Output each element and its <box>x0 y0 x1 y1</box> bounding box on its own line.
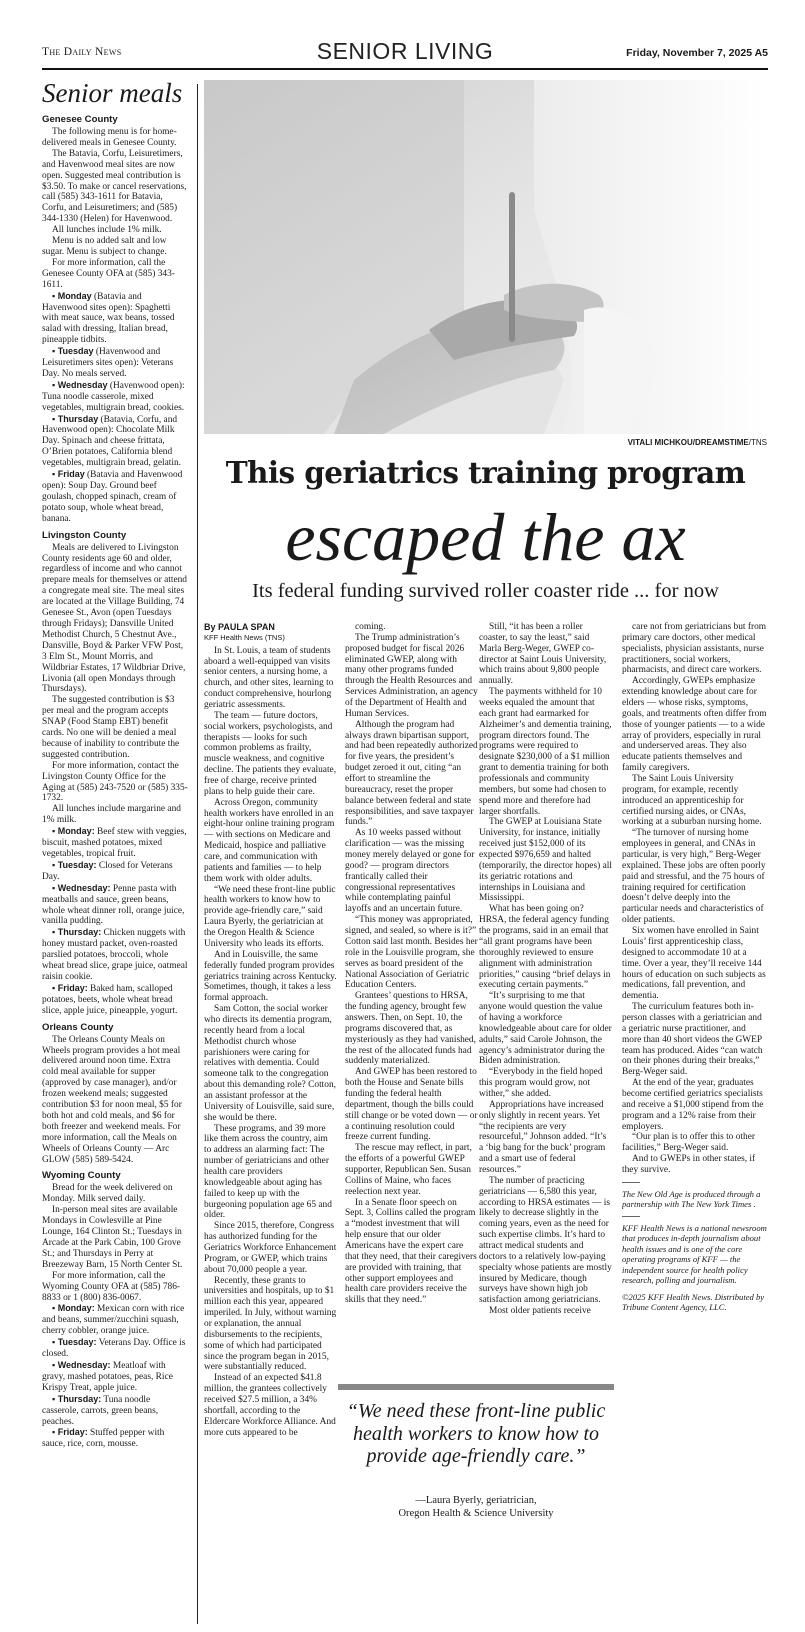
article-column-1 <box>204 622 337 1622</box>
article-paragraph: “We need these front-line public health workers to know how to provide age-friendly care,” said Laura Byerly, the geriatrician at the Oregon Health & Science University who leads its efforts. <box>204 884 336 949</box>
genesee-heading: Genesee County <box>42 114 118 125</box>
article-column-4 <box>622 622 767 1622</box>
menu-day-item: ▪ Tuesday (Havenwood and Leisuretimers sites open): Veterans Day. No meals served. <box>42 346 174 379</box>
sidebar-paragraph: Menu is no added salt and low sugar. Menu is subject to change. <box>42 236 167 257</box>
livingston-heading: Livingston County <box>42 529 127 541</box>
pull-quote-rule <box>338 1384 614 1390</box>
sidebar-paragraph: In-person meal sites are available Mondays in Cowlesville at Pine Lounge, 164 Clinton St.; Tuesdays in Arcade at the Park Cabin, 100 Grove St.; and Thursdays in Perry at Breezeway Barn, 15 North Center St. <box>42 1205 183 1270</box>
sidebar-paragraph: Bread for the week delivered on Monday. Milk served daily. <box>42 1183 173 1205</box>
article-paragraph: The GWEP at Louisiana State University, for instance, initially received just $152,000 of its expected $976,659 and halted (temporarily, the director hopes) all its geriatric rotations and internships in Louisiana and Mississippi. <box>479 817 612 904</box>
article-paragraph: Across Oregon, community health workers have enrolled in an eight-hour online training program — with sections on Medicare and Medicaid, hospice and palliative care, and communication with patients and families — to help them work with older adults. <box>204 797 335 884</box>
paper-name: The Daily News <box>42 46 122 58</box>
deck: Its federal funding survived roller coaster ride ... for now <box>252 580 719 602</box>
sidebar-paragraph: The following menu is for home-delivered meals in Genesee County. <box>42 127 177 148</box>
article-paragraph: Accordingly, GWEPs emphasize extending knowledge about care for elders — whose risks, symptoms, goals, and treatments often differ from those of younger patients — to a wide array of providers, especially in rural and underserved areas. They also educate patients themselves and family caregivers. <box>622 676 767 774</box>
article-paragraph: Since 2015, therefore, Congress has authorized funding for the Geriatrics Workforce Enhancement Program, or GWEP, which trains about 70,000 people a year. <box>204 1221 337 1275</box>
menu-day-item: ▪ Thursday: Tuna noodle casserole, carrots, green beans, peaches. <box>42 1393 159 1427</box>
menu-day-item: ▪ Friday: Stuffed pepper with sauce, rice, corn, mousse. <box>42 1427 165 1450</box>
article-paragraph: coming. <box>355 622 386 632</box>
note-copyright: ©2025 KFF Health News. Distributed by Tribune Content Agency, LLC. <box>622 1291 765 1313</box>
article-paragraph: And GWEP has been restored to both the House and Senate bills funding the federal health department, though the bills could still change or be voted down — or a continuing resolution could freeze current funding. <box>345 1067 478 1143</box>
article-paragraph: The number of practicing geriatricians — 6,580 this year, according to HRSA estimates — is likely to decrease slightly in the coming years, even as the need for such expertise climbs. It’s hard to attract medical students and doctors to a relatively low-paying specialty whose patients are mostly insured by Medicare, though surveys have shown high job satisfaction among geriatricians. <box>479 1175 612 1306</box>
sidebar-paragraph: For more information, call the Wyoming County OFA at (585) 786-8833 or 1 (800) 836-0067. <box>42 1270 181 1303</box>
article-paragraph: “Everybody in the field hoped this program would grow, not wither,” she added. <box>479 1067 603 1099</box>
sidebar-paragraph: The Orleans County Meals on Wheels program provides a hot meal delivered around noon time. Extra cold meal available for supper (approved by case manager), and/or frozen weekend meals; suggested contribution $3 for noon meal, $5 for both hot and cold meals, and $6 for both freezer and weekend meals. For more information, call the Meals on Wheels of Orleans County — Arc GLOW (585) 589-5424. <box>42 1034 182 1165</box>
menu-day-item: ▪ Friday (Batavia and Havenwood open): Soup Day. Ground beef goulash, chopped spinach, cream of potato soup, whole wheat bread, banana. <box>42 469 183 524</box>
article-paragraph: The Trump administration’s proposed budget for fiscal 2026 eliminated GWEP, along with many other programs funded through the Health Resources and Services Administration, an agency of the Department of Health and Human Services. <box>345 632 478 719</box>
article-paragraph: “The turnover of nursing home employees in general, and CNAs in particular, is very high,” Berg-Weger explained. These jobs are often poorly paid and stressful, and the 75 hours of training required for certification doesn’t delve deeply into the particular needs and characteristics of older patients. <box>622 828 766 926</box>
article-paragraph: “This money was appropriated, signed, and sealed, so where is it?” Cotton said last month. Besides her role in the Louisville program, she serves as board president of the National Association of Geriatric Education Centers. <box>345 915 478 991</box>
article-paragraph: “Our plan is to offer this to other facilities,” Berg-Weger said. <box>622 1132 755 1154</box>
article-paragraph: Instead of an expected $41.8 million, the grantees collectively received $27.5 million, a 34% shortfall, according to the Eldercare Workforce Alliance. And more cuts appeared to be <box>204 1373 336 1438</box>
menu-day-item: ▪ Wednesday: Meatloaf with gravy, mashed potatoes, peas, Rice Krispy Treat, apple juice. <box>42 1359 173 1393</box>
byline: By PAULA SPAN <box>204 622 275 632</box>
article-paragraph: Grantees’ questions to HRSA, the funding agency, brought few answers. Then, on Sept. 10, the programs discovered that, as mysteriously as they had vanished, the rest of the allocated funds had suddenly materialized. <box>345 991 476 1067</box>
menu-day-item: ▪ Monday: Beef stew with veggies, biscuit, mashed potatoes, mixed vegetables, tropical fruit. <box>42 826 187 859</box>
sidebar-paragraph: The Batavia, Corfu, Leisuretimers, and Havenwood meal sites are now open. Suggested meal contribution is $3.50. To make or cancel reservations, call (585) 343-1611 for Batavia, Corfu, and Leisuretimers; and (585) 344-1330 (Helen) for Havenwood. <box>42 148 187 225</box>
menu-day-item: ▪ Monday: Mexican corn with rice and beans, summer/zucchini squash, cherry cobbler, orange juice. <box>42 1303 185 1337</box>
pull-quote-attribution: —Laura Byerly, geriatrician, Oregon Health & Science University <box>398 1495 554 1519</box>
article-paragraph: As 10 weeks passed without clarification — was the missing money merely delayed or gone for good? — program directors frantically called their congressional representatives while contemplating painful layoffs and an uncertain future. <box>345 828 475 915</box>
article-paragraph: “It’s surprising to me that anyone would question the value of having a workforce knowledgeable about care for older adults,” said Carole Johnson, the agency’s administrator during the Biden administration. <box>479 991 612 1067</box>
livingston-section <box>42 543 188 1017</box>
byline-org: KFF Health News (TNS) <box>204 632 285 642</box>
orleans-section <box>42 1035 188 1166</box>
menu-day-item: ▪ Thursday: Chicken nuggets with honey mustard packet, oven-roasted parslied potatoes, broccoli, whole wheat bread slice, grape juice, oatmeal raisin cookie. <box>42 927 188 982</box>
sidebar-divider <box>197 84 198 1624</box>
sidebar-paragraph: All lunches include 1% milk. <box>52 225 162 236</box>
article-paragraph: The Saint Louis University program, for example, recently introduced an apprenticeship for certified nursing aides, or CNAs, working at a suburban nursing home. <box>622 774 762 828</box>
menu-day-item: ▪ Friday: Baked ham, scalloped potatoes, beets, whole wheat bread slice, apple juice, pineapple, yogurt. <box>42 982 178 1016</box>
note-rule <box>622 1216 640 1217</box>
note-rule <box>622 1182 640 1183</box>
sidebar-paragraph: Meals are delivered to Livingston County residents age 60 and older, regardless of income and who cannot prepare meals for themselves or attend a congregate meal site. The meal sites are located at the Village Building, 74 Genesee St., Avon (open Tuesdays through Fridays); Dansville United Methodist Church, 5 Chestnut Ave., Dansville, Boyd & Parker VFW Post, 3 Elm St., Mount Morris, and Wildbriar Estates, 17 Wildbriar Drive, Livonia (all open Mondays through Thursdays). <box>42 542 187 695</box>
headline-line-1: This geriatrics training program <box>225 455 746 490</box>
article-paragraph: Although the program had always drawn bipartisan support, and had been repeatedly authorized for five years, the president’s budget zeroed it out, citing “an effort to streamline the bureaucracy, reset the proper balance between federal and state responsibilities, and save taxpayer funds.” <box>345 719 478 828</box>
article-column-3 <box>479 622 612 1372</box>
wyoming-section <box>42 1183 188 1450</box>
article-paragraph: care not from geriatricians but from primary care doctors, other medical specialists, physician assistants, nurse practitioners, social workers, pharmacists, and direct care workers. <box>622 622 767 676</box>
article-paragraph: Still, “it has been a roller coaster, to say the least,” said Marla Berg-Weger, GWEP co-director at Saint Louis University, which trains about 9,800 people annually. <box>479 622 607 687</box>
wyoming-heading: Wyoming County <box>42 1170 121 1182</box>
article-paragraph: Six women have enrolled in Saint Louis’ first apprenticeship class, designed to accommodate 10 at a time. Over a year, they’ll receive 144 hours of education on such subjects as medications, fall prevention, and dementia. <box>622 926 766 1002</box>
pull-quote: “We need these front-line public health workers to know how to provide age-friendly care.” <box>346 1400 606 1467</box>
genesee-section <box>42 127 188 525</box>
menu-day-item: ▪ Tuesday: Veterans Day. Office is closed. <box>42 1337 186 1360</box>
article-paragraph: At the end of the year, graduates become certified geriatrics specialists and receive a $1,000 stipend from the program and a 12% raise from their employers. <box>622 1078 764 1132</box>
note-new-old-age: The New Old Age is produced through a partnership with The New York Times . <box>622 1188 761 1210</box>
article-paragraph: In St. Louis, a team of students aboard a well-equipped van visits senior centers, a nursing home, a church, and other sites, learning to conduct comprehensive, hourlong geriatric assessments. <box>204 645 334 711</box>
article-paragraph: Most older patients receive <box>489 1306 591 1317</box>
masthead <box>42 36 768 70</box>
menu-day-item: ▪ Wednesday (Havenwood open): Tuna noodle casserole, mixed vegetables, multigrain bread, cookies. <box>42 379 185 413</box>
menu-day-item: ▪ Thursday (Batavia, Corfu, and Havenwood open): Chocolate Milk Day. Spinach and cheese frittata, O’Brien potatoes, California blend vegetables, multigrain bread, gelatin. <box>42 413 182 469</box>
section-name: SENIOR LIVING <box>316 38 494 64</box>
article-paragraph: And to GWEPs in other states, if they survive. <box>622 1154 756 1175</box>
headline-line-2: escaped the ax <box>285 499 686 575</box>
sidebar-paragraph: For more information, contact the Livingston County Office for the Aging at (585) 243-7520 or (585) 335-1732. <box>42 760 188 804</box>
article-paragraph: Sam Cotton, the social worker who directs its dementia program, recently heard from a local Methodist church whose parishioners were caring for relatives with dementia. Could someone talk to the congregation about this demanding role? Cotton, an assistant professor at the University of Louisville, said sure, she would be there. <box>204 1004 337 1123</box>
sidebar-paragraph: For more information, call the Genesee County OFA at (585) 343-1611. <box>42 257 175 290</box>
senior-meals-sidebar <box>42 78 188 1626</box>
date-and-page: Friday, November 7, 2025 A5 <box>626 47 768 59</box>
article-paragraph: The rescue may reflect, in part, the efforts of a powerful GWEP supporter, Republican Sen. Susan Collins of Maine, who faces reelection next year. <box>345 1143 472 1197</box>
sidebar-paragraph: All lunches include margarine and 1% milk. <box>42 804 181 826</box>
hands-photo-image <box>204 80 767 434</box>
article-paragraph: And in Louisville, the same federally funded program provides geriatrics training across Kentucky. Sometimes, though, it takes a less formal approach. <box>204 949 337 1004</box>
sidebar-title: Senior meals <box>42 78 183 108</box>
article-paragraph: The payments withheld for 10 weeks equaled the amount that each grant had earmarked for Alzheimer’s and dementia training, program directors found. The programs were required to designate $230,000 of a $1 million grant to dementia training for both professionals and community members, but some had chosen to spend more and therefore had larger shortfalls. <box>479 687 612 817</box>
photo-credit: VITALI MICHKOU/DREAMSTIME/TNS <box>627 438 767 447</box>
menu-day-item: ▪ Monday (Batavia and Havenwood sites open): Spaghetti with meat sauce, wax beans, tossed salad with dressing, Italian bread, pineapple tidbits. <box>42 290 175 346</box>
sidebar-paragraph: The suggested contribution is $3 per meal and the program accepts SNAP (Food Stamp EBT) benefit cards. No one will be denied a meal because of inability to contribute the suggested contribution. <box>42 695 180 760</box>
hands-photo <box>204 80 767 434</box>
article-paragraph: The team — future doctors, social workers, psychologists, and therapists — looks for such common problems as frailty, muscle weakness, and cognitive decline. The patients they evaluate, free of charge, receive printed plans to help guide their care. <box>204 710 337 797</box>
menu-day-item: ▪ Tuesday: Closed for Veterans Day. <box>42 859 173 882</box>
article-paragraph: Recently, these grants to universities and hospitals, up to $1 million each this year, appeared imperiled. In July, without warning or explanation, the annual disbursements to the recipients, some of which had participated since the program began in 2015, were substantially reduced. <box>204 1275 337 1373</box>
article-paragraph: The curriculum features both in-person classes with a geriatrician and a geriatric nurse practitioner, and more than 40 short videos the GWEP team has produced. Aides “can watch on their phones during their breaks,” Berg-Weger said. <box>622 1002 763 1078</box>
menu-day-item: ▪ Wednesday: Penne pasta with meatballs and sauce, green beans, whole wheat dinner roll, orange juice, vanilla pudding. <box>42 882 185 927</box>
article-paragraph: In a Senate floor speech on Sept. 3, Collins called the program a “modest investment that will help ensure that our older Americans have the expert care that they need, that their caregivers are provided with training, that other support employees and health care providers receive the skills that they need.” <box>345 1197 477 1306</box>
article-paragraph: What has been going on? HRSA, the federal agency funding the programs, said in an email that “all grant programs have been thoroughly reviewed to ensure alignment with administration priorities,” causing “brief delays in executing certain payments.” <box>479 904 611 991</box>
note-kff: KFF Health News is a national newsroom that produces in-depth journalism about health issues and is one of the core operating programs of KFF — the independent source for health policy research, polling and journalism. <box>622 1222 767 1286</box>
article-paragraph: These programs, and 39 more like them across the country, aim to address an alarming fact: The number of geriatricians and other health care providers knowledgeable about aging has failed to keep up with the burgeoning population age 65 and older. <box>204 1123 332 1221</box>
orleans-heading: Orleans County <box>42 1021 114 1033</box>
article-paragraph: Appropriations have increased only slightly in recent years. Yet “the recipients are very resourceful,” Johnson added. “It’s a ‘big bang for the buck’ program and a smart use of federal resources.” <box>479 1099 607 1175</box>
article-column-2 <box>345 622 478 1372</box>
